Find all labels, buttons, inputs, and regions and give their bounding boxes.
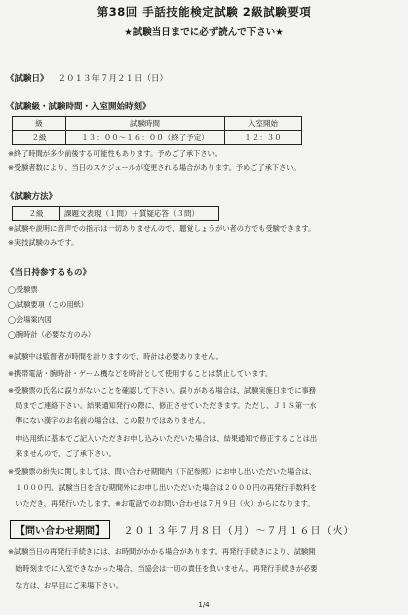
note-line: ※試験当日の再発行手続きには、お時間がかかる場合があります。再発行手続きにより、試験開 [8, 547, 316, 556]
table-cell: ２級 [13, 131, 66, 145]
note-line: 申込用紙に基本でご記入いただきお申し込みいただいた場合は、結果通知で修正することは出 [8, 434, 318, 443]
list-item: ◯会場案内図 [8, 315, 52, 324]
schedule-table [12, 116, 302, 145]
table-row [13, 131, 302, 145]
page-subtitle: ★試験当日までに必ず読んで下さい★ [124, 27, 284, 38]
method-note: ※試験や説明に音声での指示は一切ありませんので、聴覚しょうがい者の方でも受験できます。 [8, 224, 316, 233]
note-line: ※受験票の氏名に誤りがないことを確認して下さい。誤りがある場合は、試験実施日までに事務 [8, 386, 316, 395]
page-number: 1/4 [198, 601, 210, 609]
inquiry-label: 【問い合わせ期間】 [10, 520, 110, 539]
table-header-cell: 級 [13, 117, 66, 131]
method-heading: 《試験方法》 [6, 192, 58, 202]
items-heading: 《当日持参するもの》 [6, 268, 92, 278]
schedule-note: ※終了時間が多少前後する可能性もあります。予めご了承下さい。 [8, 149, 222, 158]
schedule-heading: 《試験級・試験時間・入室開始時刻》 [6, 102, 151, 112]
method-table [12, 206, 219, 221]
note-line: ※携帯電話・腕時計・ゲーム機などを時計として使用することは禁止しています。 [8, 369, 273, 378]
note-line: 局までご連絡下さい。結果通知発行の際に、修正させていただきます。ただし、ＪＩＳ第一水 [8, 401, 317, 410]
note-line: いただき、再発行いたします。※お電話でのお問い合わせは７月９日（火）からになります。 [8, 499, 315, 508]
exam-date-line [6, 72, 168, 84]
exam-date-value: ２０１３年７月２１日（日） [57, 74, 168, 84]
note-line: ※試験中は監督者が時間を計りますので、時計は必要ありません。 [8, 352, 223, 361]
method-note: ※実技試験のみです。 [8, 238, 79, 247]
exam-date-heading: 《試験日》 [6, 74, 49, 84]
note-line: ※受験票の紛失に関しましては、問い合わせ期間内（下記参照）にお申し出いただいた場合は、 [8, 467, 316, 476]
table-row [13, 117, 302, 131]
table-cell: ２級 [13, 207, 60, 221]
table-header-cell: 入室開始 [225, 117, 302, 131]
table-header-cell: 試験時間 [66, 117, 225, 131]
note-line: １０００円、試験当日を含む期間外にお申し出いただいた場合は２０００円の再発行手数料を [8, 483, 318, 492]
list-item: ◯試験要項（この用紙） [8, 300, 88, 309]
list-item: ◯受験票 [8, 285, 38, 294]
note-line: 準にない漢字のお名前の場合は、この限りではありません。 [8, 416, 210, 425]
table-cell: １３：００〜１６：００（終了予定） [66, 131, 225, 145]
table-cell: 課題文表現（１問）＋質疑応答（３問） [60, 207, 219, 221]
note-line: 始時刻までに入室できなかった場合、当協会は一切の責任を負いません。再発行手続きが必要 [8, 564, 318, 573]
inquiry-dates: ２０１３年７月８日（月）〜７月１６日（火） [123, 526, 355, 537]
schedule-note: ※受験者数により、当日のスケジュールが変更される場合があります。予めご了承下さい。 [8, 163, 301, 172]
inquiry-period [10, 520, 354, 539]
table-row [13, 207, 219, 221]
page-title: 第38回 手話技能検定試験 2級試験要項 [96, 5, 312, 19]
note-line: な方は、お早目にご来場下さい。 [8, 581, 124, 590]
list-item: ◯腕時計（必要な方のみ） [8, 330, 96, 339]
table-cell: １２：３０ [225, 131, 302, 145]
note-line: 来ませんので、ご了承下さい。 [8, 449, 116, 458]
